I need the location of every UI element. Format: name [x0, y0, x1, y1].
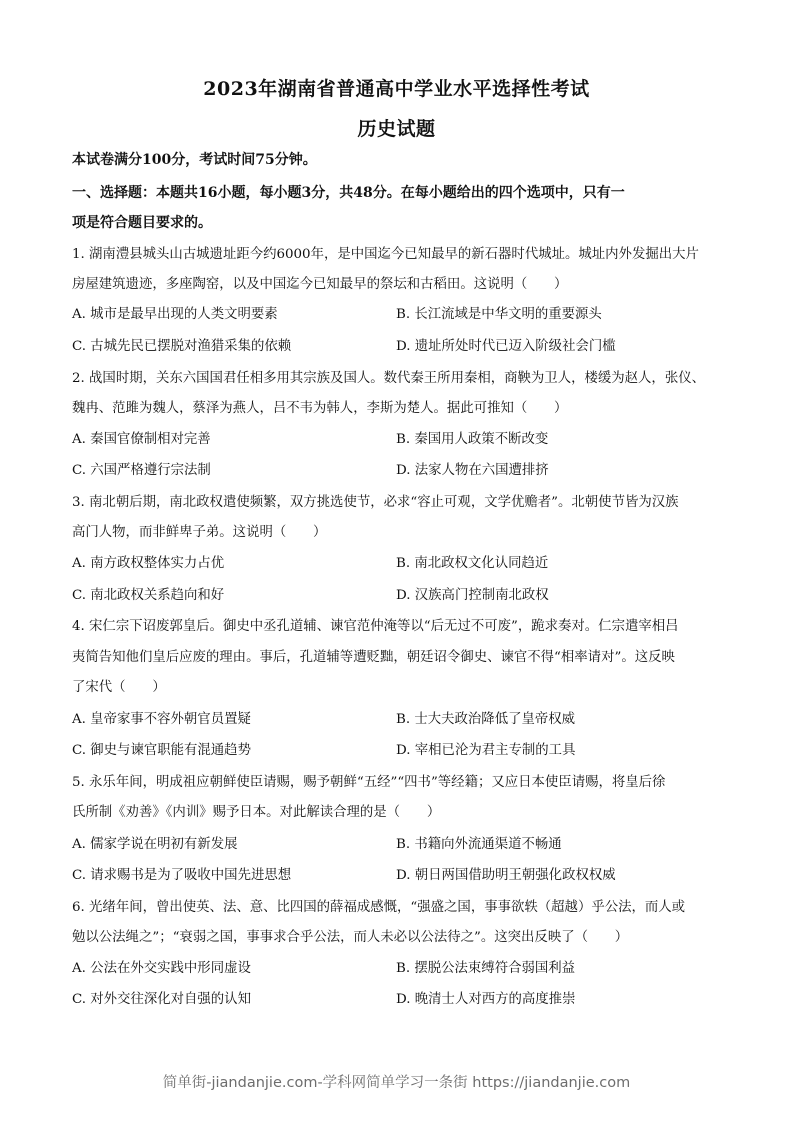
- question-2-option-d: D. 法家人物在六国遭排挤: [396, 463, 549, 478]
- exam-title: 2023年湖南省普通高中学业水平选择性考试: [203, 78, 590, 100]
- question-1-option-a: A. 城市是最早出现的人类文明要素: [72, 307, 278, 322]
- question-5-option-d: D. 朝日两国借助明王朝强化政权权威: [396, 868, 616, 883]
- question-2-option-b: B. 秦国用人政策不断改变: [396, 432, 549, 447]
- question-6-option-b: B. 摆脱公法束缚符合弱国利益: [396, 961, 576, 976]
- question-5-option-b: B. 书籍向外流通渠道不畅通: [396, 837, 562, 852]
- question-3-option-c: C. 南北政权关系趋向和好: [72, 588, 225, 603]
- question-6-option-d: D. 晚清士人对西方的高度推崇: [396, 992, 576, 1007]
- question-4-option-a: A. 皇帝家事不容外朝官员置疑: [72, 712, 251, 727]
- question-3-option-b: B. 南北政权文化认同趋近: [396, 556, 549, 571]
- question-5-line-2: 氏所制《劝善》《内训》赐予日本。对此解读合理的是（ ）: [72, 805, 441, 820]
- question-1-option-c: C. 古城先民已摆脱对渔猎采集的依赖: [72, 339, 292, 354]
- question-3-line-2: 高门人物，而非鲜卑子弟。这说明（ ）: [72, 525, 327, 540]
- question-6-line-1: 6. 光绪年间，曾出使英、法、意、比四国的薛福成感慨，“强盛之国，事事欲轶（超越）乎公法，而人或: [72, 900, 686, 915]
- question-4-line-3: 了宋代（ ）: [72, 680, 166, 695]
- exam-note: 本试卷满分100分，考试时间75分钟。: [72, 152, 317, 168]
- question-3-option-d: D. 汉族高门控制南北政权: [396, 588, 549, 603]
- section-instruction-line-1: 一、选择题：本题共16小题，每小题3分，共48分。在每小题给出的四个选项中，只有一: [72, 185, 625, 201]
- question-6-line-2: 勉以公法绳之”；“衰弱之国，事事求合乎公法，而人未必以公法待之”。这突出反映了（ ）: [72, 930, 629, 945]
- question-4-line-1: 4. 宋仁宗下诏废郭皇后。御史中丞孔道辅、谏官范仲淹等以“后无过不可废”，跪求奏对。仁宗遣宰相吕: [72, 619, 679, 634]
- question-3-line-1: 3. 南北朝后期，南北政权遣使频繁，双方挑选使节，必求“容止可观，文学优赡者”。北朝使节皆为汉族: [72, 495, 679, 510]
- exam-subtitle: 历史试题: [357, 118, 436, 140]
- question-5-line-1: 5. 永乐年间，明成祖应朝鲜使臣请赐，赐予朝鲜“五经”“四书”等经籍；又应日本使臣请赐，将皇后徐: [72, 775, 666, 790]
- question-1-line-1: 1. 湖南澧县城头山古城遗址距今约6000年，是中国迄今已知最早的新石器时代城址。城址内外发掘出大片: [72, 247, 699, 262]
- question-2-option-a: A. 秦国官僚制相对完善: [72, 432, 211, 447]
- section-instruction-line-2: 项是符合题目要求的。: [72, 215, 212, 231]
- question-5-option-a: A. 儒家学说在明初有新发展: [72, 837, 238, 852]
- question-2-line-2: 魏冉、范雎为魏人，蔡泽为燕人，吕不韦为韩人，李斯为楚人。据此可推知（ ）: [72, 401, 568, 416]
- question-4-option-d: D. 宰相已沦为君主专制的工具: [396, 743, 576, 758]
- question-2-option-c: C. 六国严格遵行宗法制: [72, 463, 211, 478]
- question-1-line-2: 房屋建筑遗迹，多座陶窑，以及中国迄今已知最早的祭坛和古稻田。这说明（ ）: [72, 277, 568, 292]
- question-4-option-b: B. 士大夫政治降低了皇帝权威: [396, 712, 576, 727]
- question-4-option-c: C. 御史与谏官职能有混通趋势: [72, 743, 251, 758]
- question-6-option-c: C. 对外交往深化对自强的认知: [72, 992, 251, 1007]
- question-4-line-2: 夷简告知他们皇后应废的理由。事后，孔道辅等遭贬黜，朝廷诏令御史、谏官不得“相率请对”。这反映: [72, 650, 675, 665]
- footer-watermark: 简单街-jiandanjie.com-学科网简单学习一条街 https://jiandanjie.com: [162, 1075, 631, 1091]
- question-1-option-d: D. 遗址所处时代已迈入阶级社会门槛: [396, 339, 616, 354]
- question-5-option-c: C. 请求赐书是为了吸收中国先进思想: [72, 868, 292, 883]
- question-1-option-b: B. 长江流域是中华文明的重要源头: [396, 307, 602, 322]
- question-3-option-a: A. 南方政权整体实力占优: [72, 556, 225, 571]
- question-2-line-1: 2. 战国时期，关东六国国君任相多用其宗族及国人。数代秦王所用秦相，商鞅为卫人，楼缓为赵人，张仪、: [72, 371, 705, 386]
- question-6-option-a: A. 公法在外交实践中形同虚设: [72, 961, 251, 976]
